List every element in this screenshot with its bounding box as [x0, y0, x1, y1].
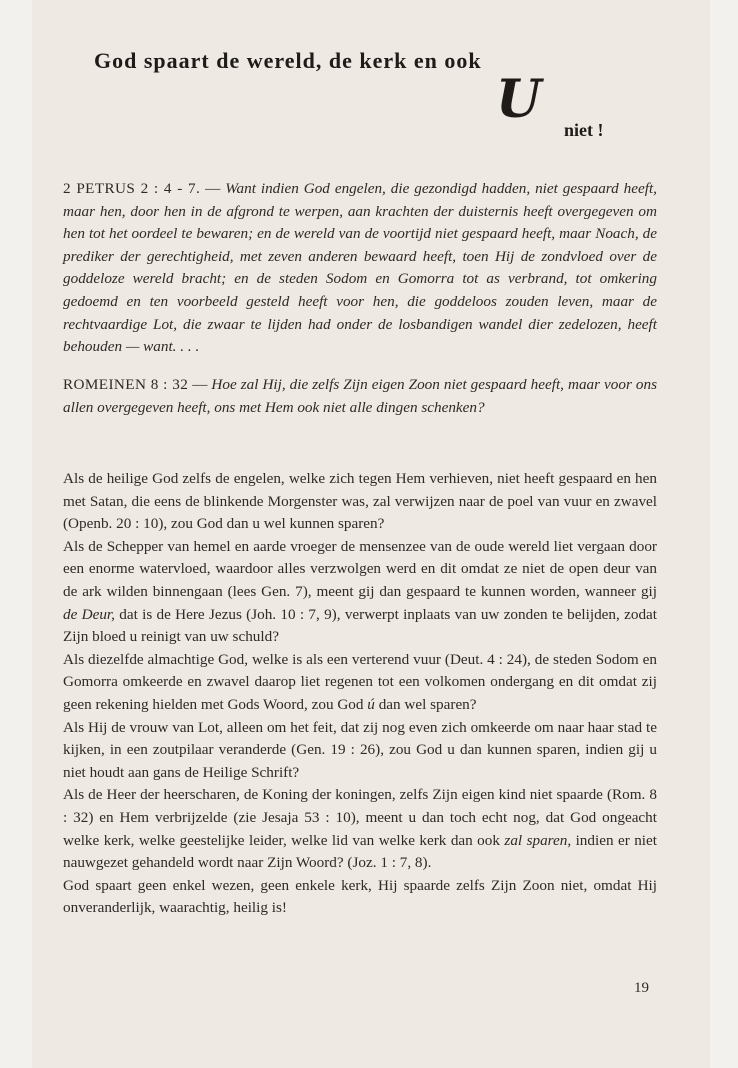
- title-initial-letter: U: [496, 69, 542, 130]
- scripture-quote-petrus: [63, 178, 657, 359]
- paragraph-text: Als diezelfde almachtige God, welke is als een verterend vuur (Deut. 4 : 24), de steden Sodom en Gomorra omkeerde en zwavel daarop liet regenen tot een volkomen ondergang en dit omdat zij geen rekening hielden met Gods Woord, zou God: [63, 650, 657, 713]
- paragraph: God spaart geen enkel wezen, geen enkele kerk, Hij spaarde zelfs Zijn Zoon niet, omdat Hij onveranderlijk, waarachtig, heilig is!: [63, 876, 657, 917]
- paragraph: Als Hij de vrouw van Lot, alleen om het feit, dat zij nog even zich omkeerde om naar haar stad te kijken, in een zoutpilaar veranderde (Gen. 19 : 26), zou God u dan kunnen sparen, indien gij u niet houdt aan gans de Heilige Schrift?: [63, 718, 657, 781]
- paragraph: [63, 649, 657, 717]
- paragraph-text: Als de Heer der heerscharen, de Koning der koningen, zelfs Zijn eigen kind niet spaarde (Rom. 8 : 32) en Hem verbrijzelde (zie Jesaja 53 : 10), meent u dan toch echt nog, dat God ongeacht welke kerk, welke geestelijke leider, welke lid van welke kerk dan ook: [63, 786, 657, 849]
- quote-dash: —: [200, 180, 226, 197]
- body-text: [63, 468, 657, 920]
- scripture-text: Hoe zal Hij, die zelfs Zijn eigen Zoon niet gespaard heeft, maar voor ons allen overgegeven heeft, ons met Hem ook niet alle dingen schenken?: [63, 376, 658, 416]
- scripture-quote-romeinen: [63, 374, 657, 419]
- paragraph: [63, 784, 657, 874]
- scripture-reference: 2 PETRUS 2 : 4 - 7.: [63, 180, 201, 197]
- quote-dash: —: [188, 376, 212, 393]
- emphasis-text: zal sparen,: [504, 831, 572, 849]
- paragraph: Als de heilige God zelfs de engelen, welke zich tegen Hem verhieven, niet heeft gespaard en hen met Satan, die eens de blinkende Morgenster was, zal verwijzen naar de poel van vuur en zwavel (Openb. 20 : 10), zou God dan u wel kunnen sparen?: [63, 470, 657, 533]
- emphasis-text: ú: [367, 695, 375, 713]
- page-number: 19: [634, 980, 649, 996]
- scripture-text: Want indien God engelen, die gezondigd hadden, niet gespaard heeft, maar hen, door hen in de afgrond te werpen, aan krachten der duisternis heeft overgegeven om hen tot het oordeel te bewaren; en de wereld van de voortijd niet gespaard heeft, maar Noach, de prediker der gerechtigheid, met zeven anderen bewaard heeft, toen Hij de zondvloed over de goddeloze wereld bracht; en de steden Sodom en Gomorra tot as verbrand, tot omkering gedoemd en ten voorbeeld gesteld heeft voor hen, die goddeloos zouden leven, maar de rechtvaardige Lot, die zwaar te lijden had onder de losbandigen wandel dier zedelozen, heeft behouden — want. . . .: [63, 180, 657, 356]
- paragraph-text: indien er niet nauwgezet gehandeld wordt naar Zijn Woord? (Joz. 1 : 7, 8).: [63, 831, 657, 872]
- paragraph-text: dat is de Here Jezus (Joh. 10 : 7, 9), verwerpt inplaats van uw zonden te belijden, zodat Zijn bloed u reinigt van uw schuld?: [63, 605, 657, 646]
- chapter-title: God spaart de wereld, de kerk en ook: [94, 48, 482, 73]
- paragraph-text: Als de Schepper van hemel en aarde vroeger de mensenzee van de oude wereld liet vergaan door een enorme watervloed, waardoor alles verzwolgen werd en dit omdat ze niet de open deur van de ark wilden binnengaan (lees Gen. 7), meent gij dan gespaard te kunnen worden, wanneer gij: [63, 537, 657, 600]
- scripture-reference: ROMEINEN 8 : 32: [63, 376, 189, 393]
- paragraph-text: dan wel sparen?: [374, 695, 477, 713]
- title-ending: niet !: [564, 120, 604, 140]
- paragraph: [63, 536, 657, 649]
- emphasis-text: de Deur,: [63, 605, 115, 623]
